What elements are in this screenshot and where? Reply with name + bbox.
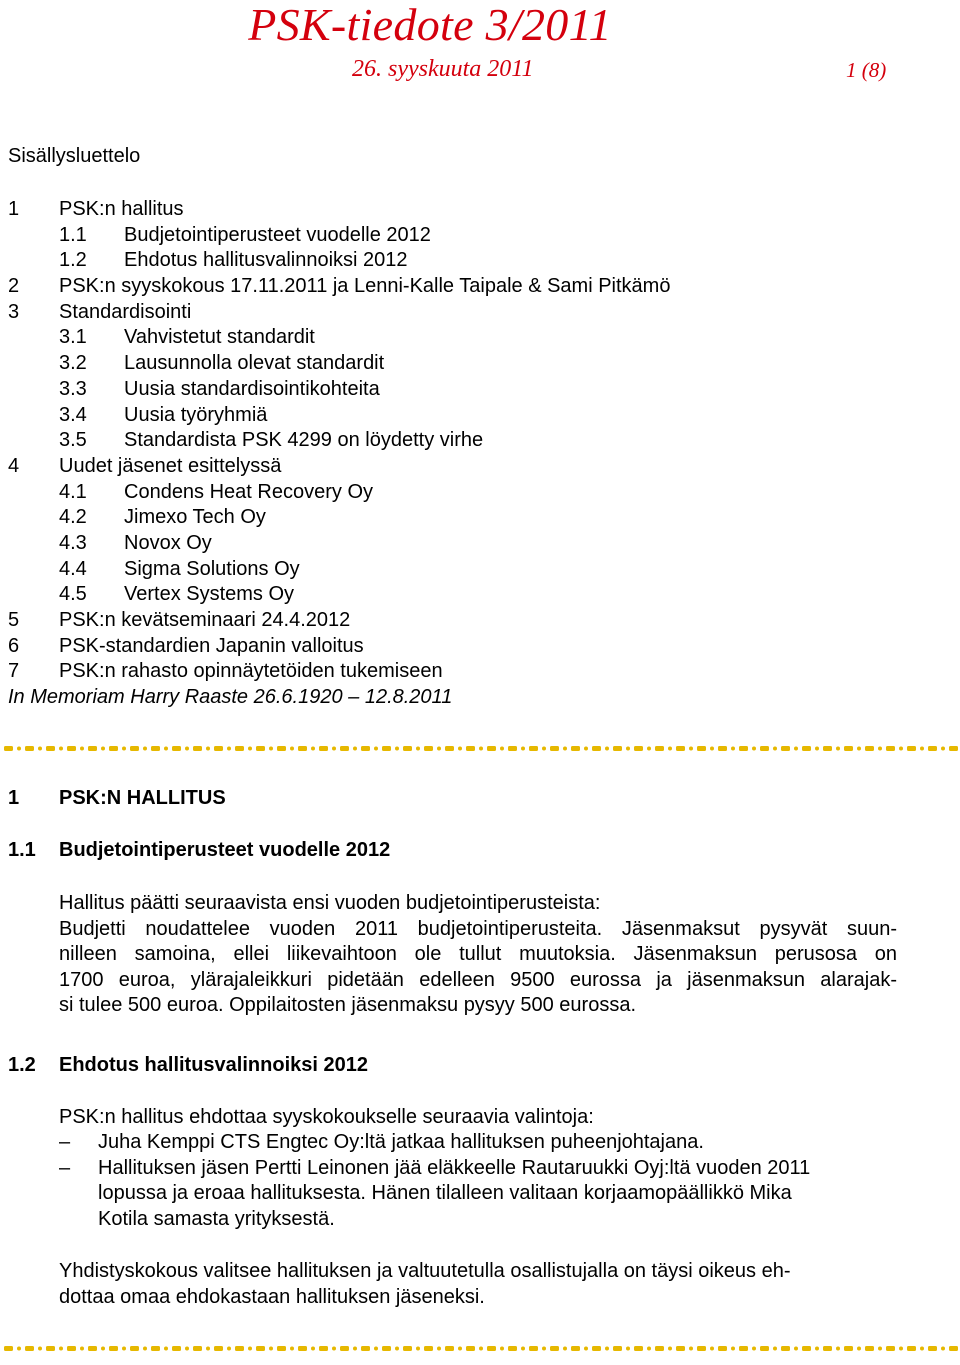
divider-dash [823,1346,832,1351]
toc-item-label: Vahvistetut standardit [124,326,315,349]
list-item-line: Juha Kemppi CTS Engtec Oy:ltä jatkaa hallituksen puheenjohtajana. [98,1131,704,1153]
divider-dot [248,747,252,751]
divider-dot [626,1347,630,1351]
divider-dot [479,747,483,751]
list-item-line: Hallituksen jäsen Pertti Leinonen jää eläkkeelle Rautaruukki Oyj:ltä vuoden 2011 [98,1156,811,1179]
divider-dot [458,1347,462,1351]
nomination-list [59,1130,909,1232]
toc-item-label: Novox Oy [124,531,212,554]
toc-item-label: Condens Heat Recovery Oy [124,480,374,503]
divider-dash [361,746,370,751]
toc-item[interactable] [8,274,938,300]
divider-dot [773,747,777,751]
divider-dot [164,747,168,751]
toc-item[interactable] [8,557,938,583]
divider-dot [185,1347,189,1351]
divider-dot [17,1347,21,1351]
divider-dot [101,747,105,751]
section-1-1-title: Budjetointiperusteet vuodelle 2012 [59,839,391,861]
dash-bullet: – [59,1156,71,1179]
toc-item[interactable] [8,582,938,608]
divider-dash [130,1346,139,1351]
divider-dash [886,746,895,751]
toc-item[interactable] [8,531,938,557]
divider-dash [235,746,244,751]
divider-dot [374,747,378,751]
divider-dash [88,746,97,751]
divider-dot [668,747,672,751]
divider-dash [340,746,349,751]
toc-item-number: 3.2 [59,352,87,375]
paragraph-line: 1700 euroa, ylärajaleikkuri pidetään edelleen 9500 eurossa ja jäsenmaksun alarajak- [59,968,897,991]
divider-dash [403,1346,412,1351]
newsletter-date: 26. syyskuuta 2011 [352,56,534,82]
toc-item-label: Sigma Solutions Oy [124,557,300,580]
paragraph-line: PSK:n hallitus ehdottaa syyskokoukselle seuraavia valintoja: [59,1106,594,1128]
divider-dot [920,747,924,751]
divider-dash [256,746,265,751]
divider-dash [739,1346,748,1351]
divider-dash [529,1346,538,1351]
divider-dash [592,746,601,751]
divider-dot [689,1347,693,1351]
toc-item-number: 1.1 [59,223,87,246]
toc-item[interactable] [8,428,938,454]
toc-item-label: PSK:n rahasto opinnäytetöiden tukemiseen [59,660,443,683]
divider-dot [353,1347,357,1351]
toc-item[interactable] [8,505,938,531]
toc-item[interactable] [8,248,938,274]
section-1-2-title: Ehdotus hallitusvalinnoiksi 2012 [59,1054,368,1076]
divider-dot [311,747,315,751]
divider-dot [752,1347,756,1351]
divider-dash [277,746,286,751]
section-1-2-intro [59,1105,897,1131]
divider-dot [38,1347,42,1351]
divider-dash [487,746,496,751]
divider-dot [731,1347,735,1351]
divider-dot [59,747,63,751]
divider-dot [17,747,21,751]
divider-dot [80,1347,84,1351]
divider-dash [424,746,433,751]
divider-dash [445,746,454,751]
divider-dot [416,747,420,751]
newsletter-title: PSK-tiedote 3/2011 [248,0,612,50]
divider-dash [613,746,622,751]
paragraph-line: Yhdistyskokous valitsee hallituksen ja valtuutetulla osallistujalla on täysi oikeus eh- [59,1260,791,1282]
paragraph-line: nilleen samoina, ellei liikevaihtoon ole tullut muutoksia. Jäsenmaksun perusosa on [59,943,897,965]
toc-item-label: Ehdotus hallitusvalinnoiksi 2012 [124,249,408,272]
section-1-2-number: 1.2 [8,1054,36,1076]
paragraph-line: Budjetti noudattelee vuoden 2011 budjetointiperusteita. Jäsenmaksut pysyvät suun- [59,917,897,940]
divider-dot [248,1347,252,1351]
toc-item[interactable] [8,300,938,326]
divider-dash [949,1346,958,1351]
section-1-heading [8,787,226,810]
divider-dash [592,1346,601,1351]
divider-dash [844,1346,853,1351]
toc-item-label: PSK:n syyskokous 17.11.2011 ja Lenni-Kalle Taipale & Sami Pitkämö [59,275,671,298]
list-item-line: Kotila samasta yrityksestä. [98,1207,335,1230]
section-1-title: PSK:N HALLITUS [59,787,226,809]
divider-dot [143,1347,147,1351]
toc-item-number: 4.4 [59,557,87,580]
divider-dash [46,746,55,751]
table-of-contents [8,197,938,711]
toc-item[interactable] [8,223,938,249]
toc-item[interactable] [8,377,938,403]
divider-dash [949,746,958,751]
divider-dash [235,1346,244,1351]
divider-dot [290,747,294,751]
paragraph-line: dottaa omaa ehdokastaan hallituksen jäseneksi. [59,1285,485,1308]
divider-dash [382,746,391,751]
divider-dash [67,746,76,751]
divider-dot [752,747,756,751]
divider-dot [521,1347,525,1351]
toc-item-label: Jimexo Tech Oy [124,506,266,529]
divider-dash [781,1346,790,1351]
divider-dash [445,1346,454,1351]
toc-item-label: Uusia standardisointikohteita [124,377,380,400]
toc-item-label: Budjetointiperusteet vuodelle 2012 [124,223,431,246]
divider-dot [899,1347,903,1351]
toc-item-number: 4.1 [59,480,87,503]
divider-dot [941,1347,945,1351]
divider-dot [563,1347,567,1351]
divider-dot [185,747,189,751]
divider-dot [815,747,819,751]
divider-dash [298,746,307,751]
divider-dash [382,1346,391,1351]
divider-dash [907,746,916,751]
divider-dash [130,746,139,751]
toc-item-label: Uudet jäsenet esittelyssä [59,454,282,477]
toc-item-number: 3.5 [59,429,87,452]
divider-dot [521,747,525,751]
toc-item-number: 3.1 [59,326,87,349]
divider-dash [151,746,160,751]
divider-dash [634,1346,643,1351]
divider-dash [928,746,937,751]
toc-item-number: 4 [8,454,20,477]
toc-item-label: PSK:n hallitus [59,198,184,220]
divider-dash [151,1346,160,1351]
divider-dash [529,746,538,751]
divider-dot [584,1347,588,1351]
divider-dash [613,1346,622,1351]
toc-item-number: 3 [8,300,20,323]
divider-dash [214,1346,223,1351]
section-1-1-number: 1.1 [8,839,36,861]
divider-dot [59,1347,63,1351]
divider-dash [697,1346,706,1351]
divider-dash [865,1346,874,1351]
divider-dash [550,746,559,751]
divider-dot [542,1347,546,1351]
divider-dash [676,746,685,751]
list-item [59,1130,909,1156]
toc-item-number: 2 [8,275,20,298]
toc-item-number: 7 [8,660,20,683]
divider-dot [437,1347,441,1351]
divider-dot [80,747,84,751]
divider-dash [781,746,790,751]
divider-dash [466,746,475,751]
divider-dot [479,1347,483,1351]
divider-dot [311,1347,315,1351]
divider-dash [340,1346,349,1351]
toc-item-number: 3.4 [59,403,87,426]
divider-dot [794,1347,798,1351]
divider-dash [88,1346,97,1351]
divider-dash [550,1346,559,1351]
divider-dash [193,1346,202,1351]
divider-dash [109,746,118,751]
divider-dash [193,746,202,751]
list-item-line: lopussa ja eroaa hallituksesta. Hänen tilalleen valitaan korjaamopäällikkö Mika [98,1182,792,1204]
divider-dot [647,1347,651,1351]
divider-dot [395,1347,399,1351]
divider-dot [815,1347,819,1351]
page-number: 1 (8) [846,58,887,82]
divider-dot [143,747,147,751]
divider-dot [605,1347,609,1351]
toc-item[interactable] [8,634,938,660]
divider-dot [206,747,210,751]
divider-dash [319,1346,328,1351]
divider-dash [760,746,769,751]
divider-dot [38,747,42,751]
divider-dot [458,747,462,751]
divider-dot [332,1347,336,1351]
divider-dot [920,1347,924,1351]
divider-dot [710,1347,714,1351]
divider-dot [647,747,651,751]
divider-dot [563,747,567,751]
toc-item-label: Standardisointi [59,300,192,323]
divider-dot [353,747,357,751]
divider-dot [878,1347,882,1351]
divider-dash [214,746,223,751]
divider-dash [739,746,748,751]
divider-dot [731,747,735,751]
section-1-1-body [59,891,897,1019]
divider-dot [857,747,861,751]
toc-item-label: PSK-standardien Japanin valloitus [59,634,364,657]
decorative-divider-top [0,744,960,754]
divider-dot [374,1347,378,1351]
toc-item-number: 4.5 [59,583,87,606]
divider-dot [269,747,273,751]
dash-bullet: – [59,1131,71,1153]
divider-dash [172,1346,181,1351]
toc-item[interactable] [8,659,938,685]
toc-item-number: 1.2 [59,249,87,272]
toc-item-memoriam[interactable]: In Memoriam Harry Raaste 26.6.1920 – 12.8.2011 [8,686,453,709]
divider-dash [718,746,727,751]
divider-dot [899,747,903,751]
toc-item-label: Uusia työryhmiä [124,403,268,426]
divider-dash [4,746,13,751]
divider-dot [878,747,882,751]
divider-dash [886,1346,895,1351]
page-header [0,0,960,95]
divider-dot [500,747,504,751]
toc-item-label: PSK:n kevätseminaari 24.4.2012 [59,609,351,631]
divider-dash [571,746,580,751]
divider-dash [172,746,181,751]
divider-dot [164,1347,168,1351]
divider-dash [403,746,412,751]
divider-dot [773,1347,777,1351]
divider-dash [487,1346,496,1351]
divider-dot [269,1347,273,1351]
toc-item-number: 3.3 [59,377,87,400]
divider-dot [836,1347,840,1351]
toc-item-number: 4.3 [59,531,87,554]
toc-item[interactable] [8,403,938,429]
divider-dash [466,1346,475,1351]
divider-dot [668,1347,672,1351]
divider-dash [46,1346,55,1351]
divider-dash [655,1346,664,1351]
toc-item-number: 6 [8,634,20,657]
list-item [59,1156,909,1233]
divider-dash [718,1346,727,1351]
divider-dash [760,1346,769,1351]
toc-item[interactable] [8,454,938,480]
toc-item-number: 4.2 [59,506,87,529]
divider-dash [907,1346,916,1351]
divider-dash [319,746,328,751]
divider-dot [227,1347,231,1351]
section-1-number: 1 [8,787,20,809]
divider-dash [802,1346,811,1351]
divider-dot [794,747,798,751]
divider-dot [416,1347,420,1351]
divider-dot [437,747,441,751]
divider-dash [508,1346,517,1351]
divider-dash [508,746,517,751]
divider-dash [823,746,832,751]
toc-item-label: Lausunnolla olevat standardit [124,352,385,375]
section-1-1-heading [8,839,390,862]
divider-dot [227,747,231,751]
toc-item-number: 5 [8,609,20,631]
divider-dash [655,746,664,751]
divider-dash [256,1346,265,1351]
toc-item[interactable] [8,325,938,351]
divider-dot [395,747,399,751]
divider-dash [298,1346,307,1351]
divider-dash [802,746,811,751]
toc-heading: Sisällysluettelo [8,145,141,167]
divider-dot [584,747,588,751]
divider-dot [500,1347,504,1351]
divider-dot [122,1347,126,1351]
decorative-divider-bottom [0,1344,960,1354]
divider-dot [542,747,546,751]
divider-dot [857,1347,861,1351]
toc-item[interactable] [8,351,938,377]
toc-item-label: Vertex Systems Oy [124,583,295,606]
section-1-2-closing [59,1259,897,1310]
section-1-2-heading [8,1054,368,1077]
divider-dot [290,1347,294,1351]
toc-item[interactable] [8,608,938,634]
divider-dot [206,1347,210,1351]
divider-dot [332,747,336,751]
paragraph-line: Hallitus päätti seuraavista ensi vuoden budjetointiperusteista: [59,892,601,914]
divider-dot [836,747,840,751]
divider-dash [4,1346,13,1351]
divider-dash [676,1346,685,1351]
toc-item[interactable] [8,480,938,506]
divider-dot [101,1347,105,1351]
divider-dash [67,1346,76,1351]
divider-dash [277,1346,286,1351]
toc-item-number: 1 [8,198,20,220]
divider-dash [865,746,874,751]
divider-dot [710,747,714,751]
divider-dash [571,1346,580,1351]
divider-dot [122,747,126,751]
divider-dot [941,747,945,751]
toc-item[interactable] [8,197,938,223]
divider-dash [844,746,853,751]
divider-dash [361,1346,370,1351]
divider-dot [605,747,609,751]
divider-dash [634,746,643,751]
divider-dash [25,746,34,751]
divider-dash [928,1346,937,1351]
divider-dash [109,1346,118,1351]
divider-dash [25,1346,34,1351]
divider-dot [689,747,693,751]
divider-dot [626,747,630,751]
divider-dash [697,746,706,751]
paragraph-line: si tulee 500 euroa. Oppilaitosten jäsenmaksu pysyy 500 eurossa. [59,994,637,1016]
divider-dash [424,1346,433,1351]
toc-item-label: Standardista PSK 4299 on löydetty virhe [124,429,484,452]
